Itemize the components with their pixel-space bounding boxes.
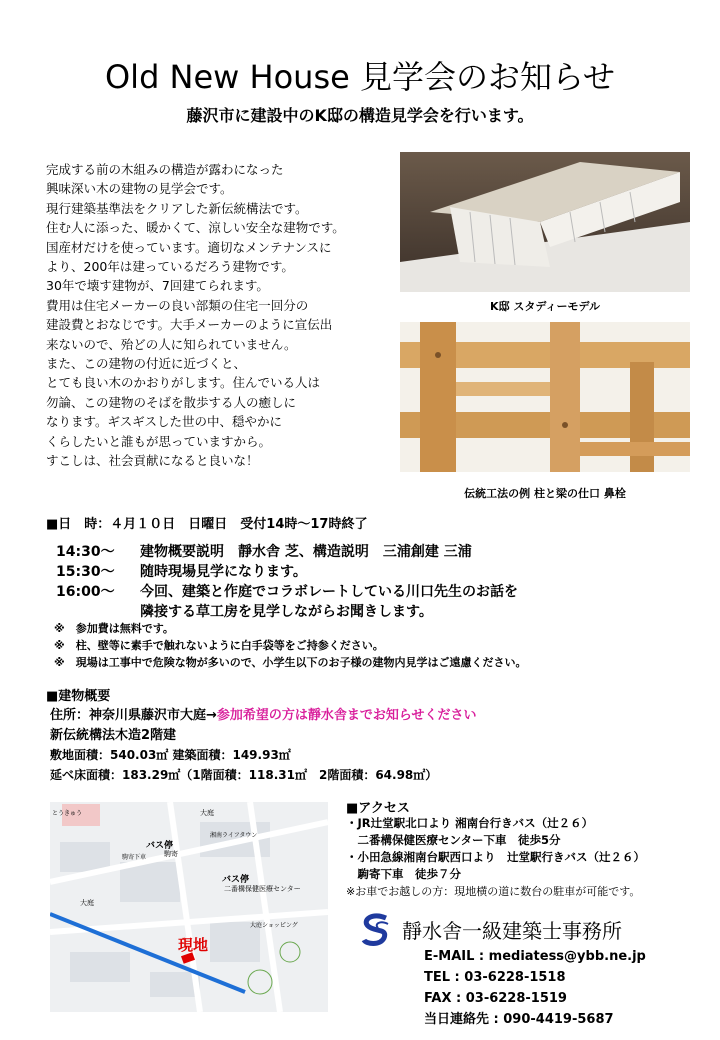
access-line: ・小田急線湘南台駅西口より 辻堂駅行きバス（辻２６） — [346, 850, 645, 864]
map-label: 湘南ライフタウン — [210, 832, 258, 839]
intro-line: 現行建築基準法をクリアした新伝統構法です。 — [46, 200, 308, 216]
access-map — [50, 802, 328, 1012]
study-model-photo — [400, 152, 690, 292]
intro-line: くらしたいと誰もが思っていますから。 — [46, 433, 272, 449]
access-line: ・JR辻堂駅北口より 湘南台行きバス（辻２６） — [346, 816, 594, 830]
intro-line: 国産材だけを使っています。適切なメンテナンスに — [46, 239, 332, 255]
schedule-row — [56, 542, 518, 562]
office-name: 靜水舎一級建築士事務所 — [402, 919, 622, 943]
address-note: 参加希望の方は靜水舎までお知らせください — [216, 708, 477, 723]
schedule-row — [56, 602, 518, 622]
schedule-text: 隣接する草工房を見学しながらお聞きします。 — [140, 604, 433, 620]
map-site-label: 現地 — [178, 936, 209, 954]
event-date: ■日 時：４月１０日 日曜日 受付14時〜17時終了 — [46, 517, 368, 532]
page-subtitle: 藤沢市に建設中のK邸の構造見学会を行います。 — [186, 106, 534, 125]
address-text: 住所：神奈川県藤沢市大庭→ — [50, 708, 217, 723]
access-header: ■アクセス — [346, 801, 410, 816]
intro-line: より、200年は建っているだろう建物です。 — [46, 259, 294, 275]
notes — [54, 620, 526, 671]
office-logo-icon — [358, 912, 394, 948]
note-line: ※ 柱、壁等に素手で触れないように白手袋等をご持参ください。 — [54, 639, 384, 652]
schedule-row — [56, 562, 518, 582]
map-label: 駒寄下車 — [122, 854, 147, 861]
schedule-text: 今回、建築と作庭でコラボレートしている川口先生のお話を — [140, 584, 518, 600]
building-structure: 新伝統構法木造2階建 — [50, 728, 177, 743]
study-model-caption: K邸 スタディーモデル — [490, 300, 600, 313]
intro-line: 30年で壊す建物が、7回建てられます。 — [46, 278, 269, 294]
map-label: とうきゅう — [52, 810, 83, 817]
intro-line: 勿論、この建物のそばを散歩する人の癒しに — [46, 394, 297, 410]
map-label: 大庭ショッピング — [250, 922, 298, 929]
intro-line: 建設費とおなじです。大手メーカーのように宣伝出 — [46, 317, 333, 333]
building-area-1: 敷地面積：540.03㎡ 建築面積：149.93㎡ — [50, 748, 291, 762]
access-line: ※お車でお越しの方：現地横の道に数台の駐車が可能です。 — [346, 885, 641, 898]
joinery-photo — [400, 322, 690, 472]
access-line: 二番構保健医療センター下車 徒歩5分 — [346, 833, 561, 847]
office-fax: FAX : 03-6228-1519 — [424, 991, 567, 1006]
schedule-text: 随時現場見学になります。 — [140, 564, 307, 580]
map-label: 二番構保健医療センター — [224, 885, 301, 893]
building-header: ■建物概要 — [46, 689, 111, 704]
intro-line: とても良い木のかおりがします。住んでいる人は — [46, 375, 321, 391]
intro-line: 完成する前の木組みの構造が露わになった — [46, 162, 284, 177]
note-line: ※ 現場は工事中で危険な物が多いので、小学生以下のお子様の建物内見学はご遠慮ください。 — [54, 656, 527, 669]
intro-line: 来ないので、殆どの人に知られていません。 — [46, 336, 297, 352]
intro-line: 住む人に添った、暖かくて、涼しい安全な建物です。 — [46, 220, 345, 236]
joinery-caption: 伝統工法の例 柱と梁の仕口 鼻栓 — [464, 487, 626, 500]
map-label: バス停 — [146, 841, 174, 851]
office-email: E-MAIL : mediatess@ybb.ne.jp — [424, 949, 646, 964]
schedule-time: 15:30〜 — [56, 564, 115, 580]
office-tel: TEL : 03-6228-1518 — [424, 970, 566, 985]
access-line: 駒寄下車 徒歩７分 — [346, 867, 461, 881]
intro-line: また、この建物の付近に近づくと、 — [46, 356, 247, 372]
schedule-time: 16:00〜 — [56, 584, 115, 600]
map-label: 大庭 — [80, 899, 94, 907]
schedule-row — [56, 582, 518, 602]
intro-line: すこしは、社会貢献になると良いな！ — [46, 453, 259, 469]
schedule-text: 建物概要説明 靜水舎 芝、構造説明 三浦創建 三浦 — [140, 544, 472, 560]
intro-line: 費用は住宅メーカーの良い部類の住宅一回分の — [46, 297, 309, 313]
schedule — [56, 542, 518, 622]
map-label: 駒寄 — [164, 850, 178, 858]
office-contact — [424, 946, 646, 1030]
intro-line: 興味深い木の建物の見学会です。 — [46, 181, 233, 197]
building-area-2: 延べ床面積：183.29㎡（1階面積：118.31㎡ 2階面積：64.98㎡） — [50, 768, 438, 782]
map-label: バス停 — [222, 875, 250, 885]
schedule-time: 14:30〜 — [56, 544, 115, 560]
intro-text — [46, 160, 396, 471]
page-title: Old New House 見学会のお知らせ — [104, 58, 616, 96]
note-line: ※ 参加費は無料です。 — [54, 622, 174, 635]
office-today-contact: 当日連絡先 : 090-4419-5687 — [424, 1012, 614, 1027]
building-overview — [50, 706, 477, 784]
access-info — [346, 815, 645, 900]
intro-line: なります。ギスギスした世の中、穏やかに — [46, 414, 283, 430]
building-address — [50, 706, 477, 726]
map-label: 大庭 — [200, 809, 214, 817]
